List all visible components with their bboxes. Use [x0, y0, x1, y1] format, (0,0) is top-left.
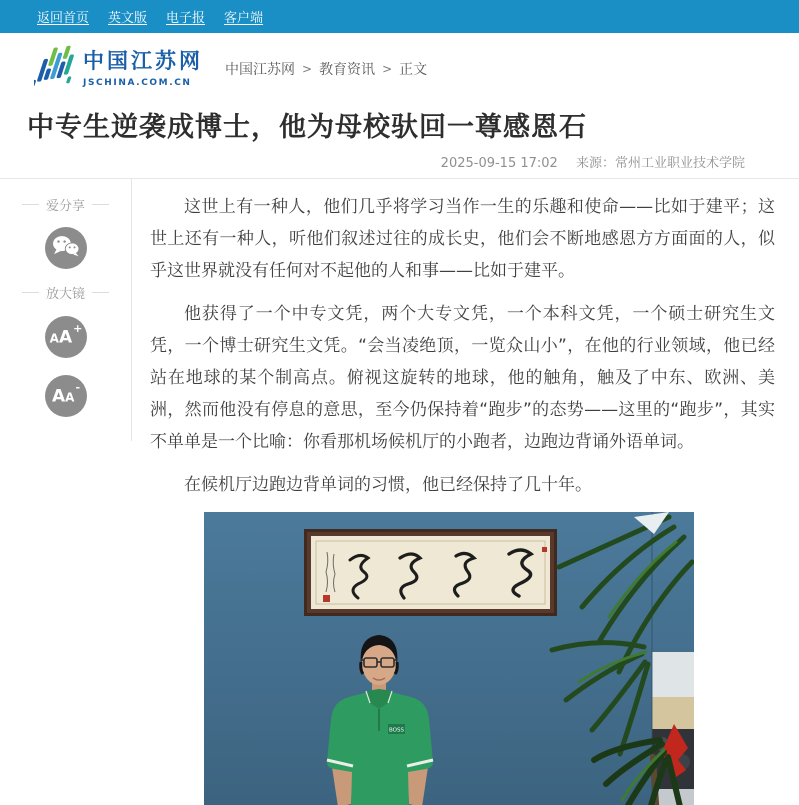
article-paragraph: 在候机厅边跑边背单词的习惯，他已经保持了几十年。	[184, 475, 592, 495]
breadcrumb-channel[interactable]: 教育资讯	[319, 61, 376, 78]
top-navigation-bar	[0, 0, 799, 33]
zoom-section-label: 放大镜	[22, 283, 109, 302]
share-section-label: 爱分享	[22, 195, 109, 214]
nav-link-epaper[interactable]: 电子报	[166, 11, 206, 26]
jschina-logo-icon	[34, 41, 76, 93]
article-body	[132, 179, 799, 805]
svg-text:BOSS: BOSS	[389, 727, 404, 734]
site-name: 中国江苏网	[83, 49, 203, 73]
source-name: 常州工业职业技术学院	[614, 156, 745, 171]
font-decrease-button[interactable]: AA-	[45, 375, 87, 417]
breadcrumb-current: 正文	[399, 61, 428, 78]
article-paragraph: 这世上有一种人，他们几乎将学习当作一生的乐趣和使命——比如于建平；这世上还有一种人，听他们叙述过往的成长史，他们会不断地感恩方方面面的人，似乎这世界就没有任何对不起他的人和事——比如于建平。	[150, 197, 775, 281]
nav-link-english[interactable]: 英文版	[108, 11, 148, 26]
breadcrumb	[225, 59, 427, 79]
source-label: 来源：	[575, 156, 615, 171]
breadcrumb-site[interactable]: 中国江苏网	[225, 61, 295, 78]
calligraphy-artwork	[304, 529, 557, 616]
breadcrumb-separator: >	[302, 61, 313, 76]
wechat-icon	[51, 234, 81, 262]
nav-link-client-app[interactable]: 客户端	[224, 11, 264, 26]
article-photo	[204, 512, 694, 805]
breadcrumb-separator: >	[382, 61, 393, 76]
share-sidebar	[0, 179, 132, 441]
article-meta	[0, 152, 799, 171]
article-paragraph: 他获得了一个中专文凭，两个大专文凭，一个本科文凭，一个硕士研究生文凭，一个博士研究生文凭。“会当凌绝顶，一览众山小”，在他的行业领域，他已经站在地球的某个制高点。俯视这旋转的地球，他的触角，触及了中东、欧洲、美洲，然而他没有停息的意思，至今仍保持着“跑步”的态势——这里的“跑步”，其实不单单是一个比喻：你看那机场候机厅的小跑者，边跑边背诵外语单词。	[150, 304, 775, 452]
font-increase-button[interactable]: AA+	[45, 316, 87, 358]
article-title: 中专生逆袭成博士，他为母校驮回一尊感恩石	[27, 112, 587, 143]
site-logo[interactable]	[34, 41, 203, 93]
wechat-share-button[interactable]	[45, 227, 87, 269]
site-domain: JSCHINA.COM.CN	[83, 78, 192, 88]
site-header	[0, 33, 799, 100]
nav-link-home[interactable]: 返回首页	[37, 11, 90, 26]
publish-time: 2025-09-15 17:02	[440, 156, 558, 171]
